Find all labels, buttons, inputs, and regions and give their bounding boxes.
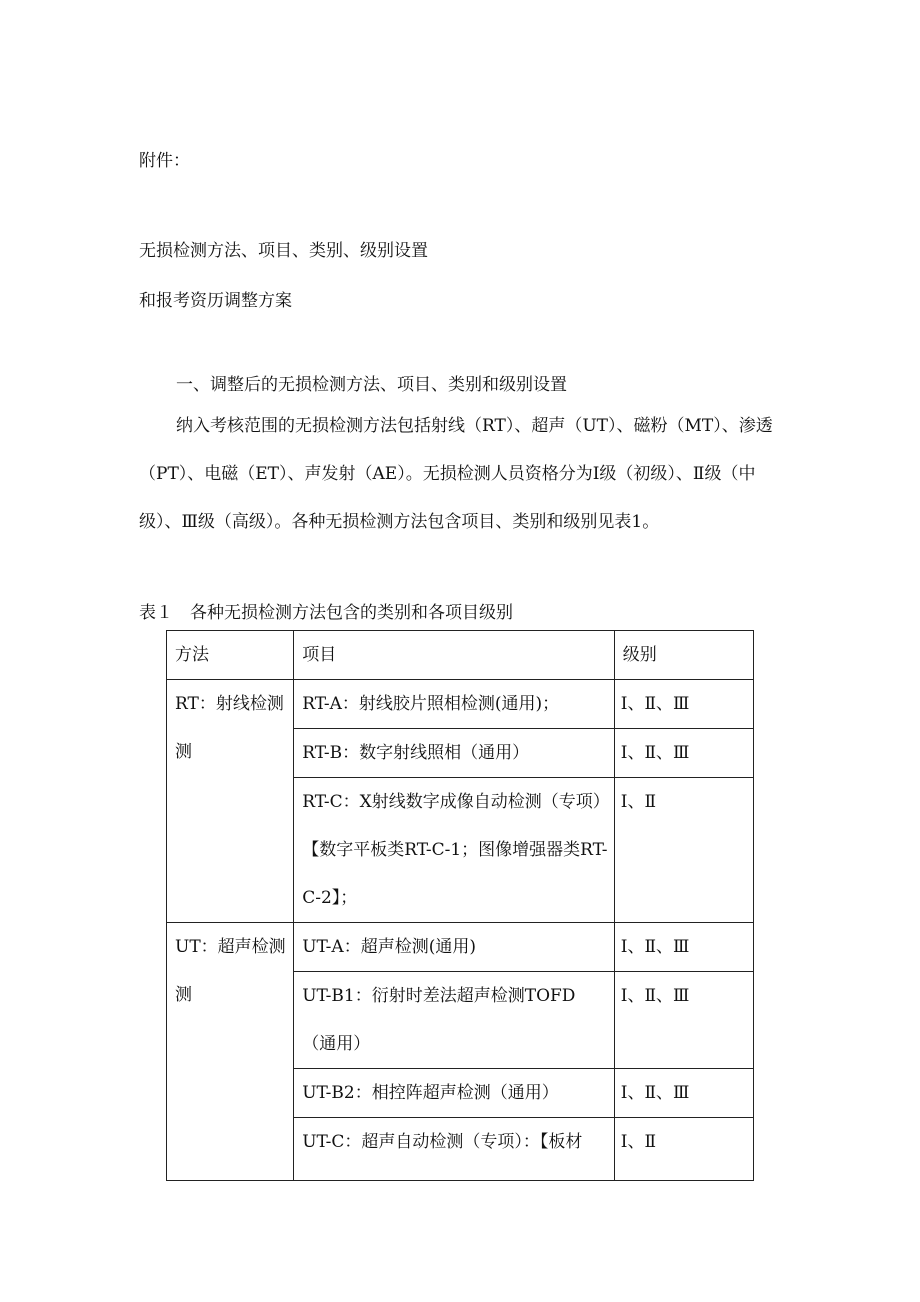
table-caption: 表１ 各种无损检测方法包含的类别和各项目级别 — [139, 603, 513, 623]
document-title-line-1: 无损检测方法、项目、类别、级别设置 — [139, 241, 428, 261]
item-cell: UT-B1：衍射时差法超声检测TOFD（通用） — [294, 972, 615, 1069]
header-level: 级别 — [614, 631, 753, 680]
item-cell-text: UT-C：超声自动检测（专项）：【板材 — [302, 1132, 583, 1152]
table-row — [167, 680, 754, 729]
method-cell-rt: RT：射线检测测 — [167, 680, 294, 923]
item-cell: UT-B2：相控阵超声检测（通用） — [294, 1069, 615, 1118]
header-item: 项目 — [294, 631, 615, 680]
method-cell-ut: UT：超声检测测 — [167, 923, 294, 1181]
method-level-table — [166, 630, 754, 1181]
section-heading: 一、调整后的无损检测方法、项目、类别和级别设置 — [176, 375, 567, 395]
level-cell: Ⅰ、Ⅱ — [614, 778, 753, 923]
level-cell: Ⅰ、Ⅱ、Ⅲ — [614, 972, 753, 1069]
intro-paragraph: 纳入考核范围的无损检测方法包括射线（RT）、超声（UT）、磁粉（MT）、渗透（PT）、电磁（ET）、声发射（AE）。无损检测人员资格分为Ⅰ级（初级）、Ⅱ级（中级）、Ⅲ级（高级）。各种无损检测方法包含项目、类别和级别见表1。 — [139, 416, 773, 532]
table-row — [167, 923, 754, 972]
level-cell: Ⅰ、Ⅱ — [614, 1118, 753, 1181]
item-cell — [294, 1118, 615, 1181]
level-cell: Ⅰ、Ⅱ、Ⅲ — [614, 923, 753, 972]
table-header-row — [167, 631, 754, 680]
level-cell: Ⅰ、Ⅱ、Ⅲ — [614, 1069, 753, 1118]
item-cell: RT-B：数字射线照相（通用） — [294, 729, 615, 778]
level-cell: Ⅰ、Ⅱ、Ⅲ — [614, 729, 753, 778]
header-method: 方法 — [167, 631, 294, 680]
item-cell: UT-A：超声检测(通用) — [294, 923, 615, 972]
level-cell: Ⅰ、Ⅱ、Ⅲ — [614, 680, 753, 729]
document-title-line-2: 和报考资历调整方案 — [139, 291, 292, 311]
item-cell: RT-C：X射线数字成像自动检测（专项）【数字平板类RT-C-1；图像增强器类RT-C-2】； — [294, 778, 615, 923]
item-cell: RT-A：射线胶片照相检测(通用)； — [294, 680, 615, 729]
attachment-label: 附件： — [139, 151, 190, 171]
